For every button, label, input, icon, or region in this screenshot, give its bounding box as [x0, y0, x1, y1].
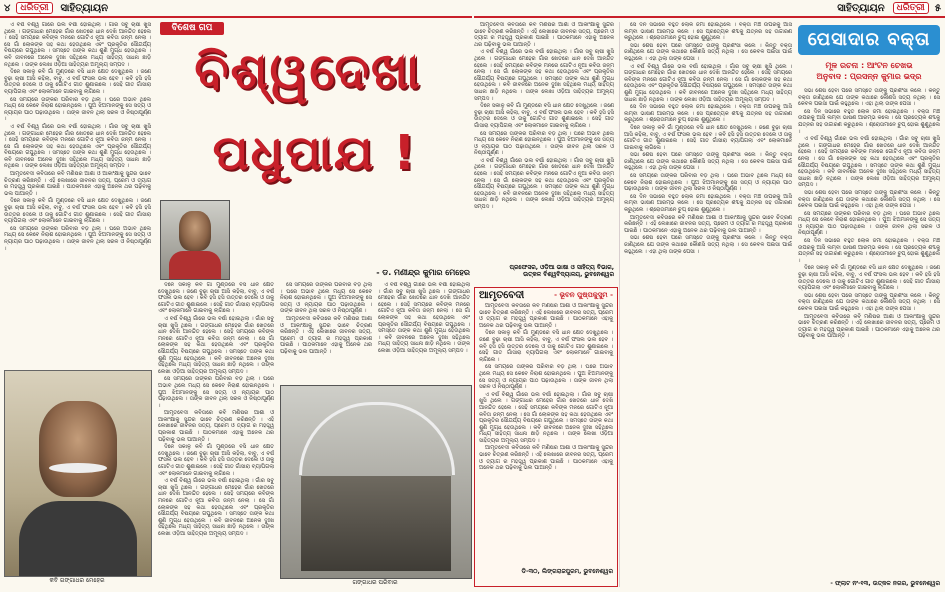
column-divider — [619, 22, 620, 587]
headline-line-2: ପଧୁପାଯ ! — [212, 125, 418, 181]
story-credits: ମୂଳ ରଚନା : ଆଂଟନ ଚେଖଭ ଅନୁବାଦ : ପ୍ରସନ୍ନ କୁମାର ଭଦ୍ର — [816, 61, 922, 81]
article-column: ସେ ଦିନ ସଭାରେ ବହୁତ ଲୋକ ଜମା ହୋଇଥିଲେ । ବକ୍ତା ମଞ୍ଚ ଉପରକୁ ଆସି ଲମ୍ବା ଭାଷଣ ଆରମ୍ଭ କଲେ । ସେ ପ୍ରତ୍ୟେକ ଶବ୍ଦକୁ ଯତ୍ନର ସହ ଉଚ୍ଚାରଣ କରୁଥିଲେ । ଶ୍ରୋତାମାନେ ଚୁପ୍ ହୋଇ ଶୁଣୁଥିଲେ । ସଭା ଶେଷ ହେବା ପରେ ସମସ୍ତେ ତାଙ୍କୁ ପ୍ରଶଂସା କଲେ । କିନ୍ତୁ ବକ୍ତା ଜାଣିଥିଲେ ଯେ ତାଙ୍କ କଥାରେ କୌଣସି ସତ୍ୟ ନଥିଲା । ସେ କେବଳ ପଇସା ପାଇଁ କହୁଥିଲେ । ଏହା ଥିଲା ତାଙ୍କ ପେସା । ଏ ବର୍ଷ ବିଶ୍ୱ ଗାଁରେ ଭଲ ବର୍ଷା ହୋଇଥିଲା । ଗାଁର ସବୁ ଚାଷୀ ଖୁସି ଥିଲେ । ଗଙ୍ଗାଧର ମେହେର ଗାଁର ଖେତରେ ଧାନ ଦେଖି ଆନନ୍ଦିତ ହେଲେ । ସେହି ସମୟରେ କବିଙ୍କ ମନରେ ଗୋଟିଏ ନୂଆ କବିତା ଜନ୍ମ ନେଲା । ସେ ଗାଁ ଲୋକଙ୍କ ସହ କଥା ହେଉଥିଲେ ଏବଂ ପ୍ରକୃତିର ସୌନ୍ଦର୍ଯ୍ୟ ବିଷୟରେ ଗପୁଥିଲେ । ସମସ୍ତେ ତାଙ୍କ କଥା ଶୁଣି ମୁଗ୍ଧ ହେଉଥିଲେ । କବି ଜୀବନରେ ଅନେକ ଦୁଃଖ ସହିଥିଲେ ମଧ୍ୟ ସାହିତ୍ୟ ସାଧନା ଛାଡ଼ି ନଥିଲେ । ତାଙ୍କ ଲେଖା ଓଡ଼ିଆ ସାହିତ୍ୟର ଅମୂଲ୍ୟ ସମ୍ପଦ । ସେ ଦିନ ସଭାରେ ବହୁତ ଲୋକ ଜମା ହୋଇଥିଲେ । ବକ୍ତା ମଞ୍ଚ ଉପରକୁ ଆସି ଲମ୍ବା ଭାଷଣ ଆରମ୍ଭ କଲେ । ସେ ପ୍ରତ୍ୟେକ ଶବ୍ଦକୁ ଯତ୍ନର ସହ ଉଚ୍ଚାରଣ କରୁଥିଲେ । ଶ୍ରୋତାମାନେ ଚୁପ୍ ହୋଇ ଶୁଣୁଥିଲେ । ଦିନେ ସକାଳୁ କବି ଗାଁ ମୁଣ୍ଡରେ ବସି ଧାନ କ୍ଷେତ ଦେଖୁଥିଲେ । ଜଣେ ବୁଢ଼ା ଚାଷୀ ଆସି କହିଲା, ବାବୁ, ଏ ବର୍ଷ ଫସଲ ଭଲ ହେବ । କବି ହସି ହସି ଉତ୍ତର ଦେଲେ ଓ ତାକୁ ଗୋଟିଏ ଗୀତ ଶୁଣାଇଲେ । ସେହି ଗୀତ ଗାଁସାରା ବ୍ୟାପିଗଲା ଏବଂ ଲୋକମାନେ ଗାଇବାକୁ ଲାଗିଲେ । ସଭା ଶେଷ ହେବା ପରେ ସମସ୍ତେ ତାଙ୍କୁ ପ୍ରଶଂସା କଲେ । କିନ୍ତୁ ବକ୍ତା ଜାଣିଥିଲେ ଯେ ତାଙ୍କ କଥାରେ କୌଣସି ସତ୍ୟ ନଥିଲା । ସେ କେବଳ ପଇସା ପାଇଁ କହୁଥିଲେ । ଏହା ଥିଲା ତାଙ୍କ ପେସା । ସେ ସମୟରେ ତାଙ୍କର ପରିବାର ବଡ଼ ଥିଲା । ଘରେ ଅଭାବ ଥିଲେ ମଧ୍ୟ ସେ କେବେ ନିରାଶ ହୋଇନଥିଲେ । ପୁଅ ଝିଅମାନଙ୍କୁ ସେ ସତ୍ୟ ଓ ନ୍ୟାୟର ପାଠ ପଢ଼ାଉଥିଲେ । ତାଙ୍କ ଜୀବନ ଥିଲା ସରଳ ଓ ନିଷ୍ଠାପୂର୍ଣ୍ଣ । ସେ ଦିନ ସଭାରେ ବହୁତ ଲୋକ ଜମା ହୋଇଥିଲେ । ବକ୍ତା ମଞ୍ଚ ଉପରକୁ ଆସି ଲମ୍ବା ଭାଷଣ ଆରମ୍ଭ କଲେ । ସେ ପ୍ରତ୍ୟେକ ଶବ୍ଦକୁ ଯତ୍ନର ସହ ଉଚ୍ଚାରଣ କରୁଥିଲେ । ଶ୍ରୋତାମାନେ ଚୁପ୍ ହୋଇ ଶୁଣୁଥିଲେ । ଆମୃତବେଦୀ କବିତାରେ କବି ମଣିଷର ଆଶା ଓ ଆକାଂକ୍ଷାକୁ ସୁନ୍ଦର ଭାବେ ଚିତ୍ରଣ କରିଛନ୍ତି । ଏହି ଲେଖାରେ ଜୀବନର ସତ୍ୟ, ପ୍ରେମ ଓ ତ୍ୟାଗ ର ମହତ୍ତ୍ୱ ପ୍ରକାଶ ପାଇଛି । ପାଠକମାନେ ଏହାକୁ ଅନେକ ଥର ପଢ଼ିବାକୁ ଭଲ ପାଆନ୍ତି । ସଭା ଶେଷ ହେବା ପରେ ସମସ୍ତେ ତାଙ୍କୁ ପ୍ରଶଂସା କଲେ । କିନ୍ତୁ ବକ୍ତା ଜାଣିଥିଲେ ଯେ ତାଙ୍କ କଥାରେ କୌଣସି ସତ୍ୟ ନଥିଲା । ସେ କେବଳ ପଇସା ପାଇଁ କହୁଥିଲେ । ଏହା ଥିଲା ତାଙ୍କ ପେସା । — [624, 22, 792, 255]
arch — [299, 402, 455, 475]
section-title: ସାହିତ୍ୟାୟନ — [837, 2, 885, 14]
headline-line-1: ବିଶ୍ୱଦେଖା — [194, 42, 422, 100]
poem-footer: ଡି-୩୦, ଲିଙ୍ଗରାଜପୁରମ, ଭୁବନେଶ୍ୱର — [521, 568, 613, 575]
article-column: ଆମୃତବେଦୀ କବିତାରେ କବି ମଣିଷର ଆଶା ଓ ଆକାଂକ୍ଷାକୁ ସୁନ୍ଦର ଭାବେ ଚିତ୍ରଣ କରିଛନ୍ତି । ଏହି ଲେଖାରେ ଜୀବନର ସତ୍ୟ, ପ୍ରେମ ଓ ତ୍ୟାଗ ର ମହତ୍ତ୍ୱ ପ୍ରକାଶ ପାଇଛି । ପାଠକମାନେ ଏହାକୁ ଅନେକ ଥର ପଢ଼ିବାକୁ ଭଲ ପାଆନ୍ତି । ଏ ବର୍ଷ ବିଶ୍ୱ ଗାଁରେ ଭଲ ବର୍ଷା ହୋଇଥିଲା । ଗାଁର ସବୁ ଚାଷୀ ଖୁସି ଥିଲେ । ଗଙ୍ଗାଧର ମେହେର ଗାଁର ଖେତରେ ଧାନ ଦେଖି ଆନନ୍ଦିତ ହେଲେ । ସେହି ସମୟରେ କବିଙ୍କ ମନରେ ଗୋଟିଏ ନୂଆ କବିତା ଜନ୍ମ ନେଲା । ସେ ଗାଁ ଲୋକଙ୍କ ସହ କଥା ହେଉଥିଲେ ଏବଂ ପ୍ରକୃତିର ସୌନ୍ଦର୍ଯ୍ୟ ବିଷୟରେ ଗପୁଥିଲେ । ସମସ୍ତେ ତାଙ୍କ କଥା ଶୁଣି ମୁଗ୍ଧ ହେଉଥିଲେ । କବି ଜୀବନରେ ଅନେକ ଦୁଃଖ ସହିଥିଲେ ମଧ୍ୟ ସାହିତ୍ୟ ସାଧନା ଛାଡ଼ି ନଥିଲେ । ତାଙ୍କ ଲେଖା ଓଡ଼ିଆ ସାହିତ୍ୟର ଅମୂଲ୍ୟ ସମ୍ପଦ । ଦିନେ ସକାଳୁ କବି ଗାଁ ମୁଣ୍ଡରେ ବସି ଧାନ କ୍ଷେତ ଦେଖୁଥିଲେ । ଜଣେ ବୁଢ଼ା ଚାଷୀ ଆସି କହିଲା, ବାବୁ, ଏ ବର୍ଷ ଫସଲ ଭଲ ହେବ । କବି ହସି ହସି ଉତ୍ତର ଦେଲେ ଓ ତାକୁ ଗୋଟିଏ ଗୀତ ଶୁଣାଇଲେ । ସେହି ଗୀତ ଗାଁସାରା ବ୍ୟାପିଗଲା ଏବଂ ଲୋକମାନେ ଗାଇବାକୁ ଲାଗିଲେ । ସେ ସମୟରେ ତାଙ୍କର ପରିବାର ବଡ଼ ଥିଲା । ଘରେ ଅଭାବ ଥିଲେ ମଧ୍ୟ ସେ କେବେ ନିରାଶ ହୋଇନଥିଲେ । ପୁଅ ଝିଅମାନଙ୍କୁ ସେ ସତ୍ୟ ଓ ନ୍ୟାୟର ପାଠ ପଢ଼ାଉଥିଲେ । ତାଙ୍କ ଜୀବନ ଥିଲା ସରଳ ଓ ନିଷ୍ଠାପୂର୍ଣ୍ଣ । ଏ ବର୍ଷ ବିଶ୍ୱ ଗାଁରେ ଭଲ ବର୍ଷା ହୋଇଥିଲା । ଗାଁର ସବୁ ଚାଷୀ ଖୁସି ଥିଲେ । ଗଙ୍ଗାଧର ମେହେର ଗାଁର ଖେତରେ ଧାନ ଦେଖି ଆନନ୍ଦିତ ହେଲେ । ସେହି ସମୟରେ କବିଙ୍କ ମନରେ ଗୋଟିଏ ନୂଆ କବିତା ଜନ୍ମ ନେଲା । ସେ ଗାଁ ଲୋକଙ୍କ ସହ କଥା ହେଉଥିଲେ ଏବଂ ପ୍ରକୃତିର ସୌନ୍ଦର୍ଯ୍ୟ ବିଷୟରେ ଗପୁଥିଲେ । ସମସ୍ତେ ତାଙ୍କ କଥା ଶୁଣି ମୁଗ୍ଧ ହେଉଥିଲେ । କବି ଜୀବନରେ ଅନେକ ଦୁଃଖ ସହିଥିଲେ ମଧ୍ୟ ସାହିତ୍ୟ ସାଧନା ଛାଡ଼ି ନଥିଲେ । ତାଙ୍କ ଲେଖା ଓଡ଼ିଆ ସାହିତ୍ୟର ଅମୂଲ୍ୟ ସମ୍ପଦ । — [474, 22, 614, 211]
mustache — [49, 463, 107, 473]
portrait-coat — [19, 501, 137, 576]
family-photo — [280, 385, 472, 579]
portrait-photo — [4, 370, 152, 577]
article-column: ସେ ସମୟରେ ତାଙ୍କର ପରିବାର ବଡ଼ ଥିଲା । ଘରେ ଅଭାବ ଥିଲେ ମଧ୍ୟ ସେ କେବେ ନିରାଶ ହୋଇନଥିଲେ । ପୁଅ ଝିଅମାନଙ୍କୁ ସେ ସତ୍ୟ ଓ ନ୍ୟାୟର ପାଠ ପଢ଼ାଉଥିଲେ । ତାଙ୍କ ଜୀବନ ଥିଲା ସରଳ ଓ ନିଷ୍ଠାପୂର୍ଣ୍ଣ । ଆମୃତବେଦୀ କବିତାରେ କବି ମଣିଷର ଆଶା ଓ ଆକାଂକ୍ଷାକୁ ସୁନ୍ଦର ଭାବେ ଚିତ୍ରଣ କରିଛନ୍ତି । ଏହି ଲେଖାରେ ଜୀବନର ସତ୍ୟ, ପ୍ରେମ ଓ ତ୍ୟାଗ ର ମହତ୍ତ୍ୱ ପ୍ରକାଶ ପାଇଛି । ପାଠକମାନେ ଏହାକୁ ଅନେକ ଥର ପଢ଼ିବାକୁ ଭଲ ପାଆନ୍ତି । — [280, 282, 372, 355]
author-face — [179, 211, 211, 251]
right-page-header — [474, 0, 945, 18]
author-address: ପ୍ରଫେସର, ଓଡ଼ିଆ ଭାଷା ଓ ସାହିତ୍ୟ ବିଭାଗ, ଉତ୍କଳ ବିଶ୍ୱବିଦ୍ୟାଳୟ, ଭୁବନେଶ୍ୱର — [509, 264, 614, 278]
left-page-header — [0, 0, 472, 18]
poem-title: ଆମୃତବେଦୀ — [479, 290, 525, 301]
section-title: ସାହିତ୍ୟାୟନ — [60, 2, 108, 14]
story-footer: - ଫ୍ଲାଟ ନଂ-୧୩, ଉତ୍କଳ ନଗର, ଭୁବନେଶ୍ୱର — [830, 580, 940, 587]
article-column: ଏ ବର୍ଷ ବିଶ୍ୱ ଗାଁରେ ଭଲ ବର୍ଷା ହୋଇଥିଲା । ଗାଁର ସବୁ ଚାଷୀ ଖୁସି ଥିଲେ । ଗଙ୍ଗାଧର ମେହେର ଗାଁର ଖେତରେ ଧାନ ଦେଖି ଆନନ୍ଦିତ ହେଲେ । ସେହି ସମୟରେ କବିଙ୍କ ମନରେ ଗୋଟିଏ ନୂଆ କବିତା ଜନ୍ମ ନେଲା । ସେ ଗାଁ ଲୋକଙ୍କ ସହ କଥା ହେଉଥିଲେ ଏବଂ ପ୍ରକୃତିର ସୌନ୍ଦର୍ଯ୍ୟ ବିଷୟରେ ଗପୁଥିଲେ । ସମସ୍ତେ ତାଙ୍କ କଥା ଶୁଣି ମୁଗ୍ଧ ହେଉଥିଲେ । କବି ଜୀବନରେ ଅନେକ ଦୁଃଖ ସହିଥିଲେ ମଧ୍ୟ ସାହିତ୍ୟ ସାଧନା ଛାଡ଼ି ନଥିଲେ । ତାଙ୍କ ଲେଖା ଓଡ଼ିଆ ସାହିତ୍ୟର ଅମୂଲ୍ୟ ସମ୍ପଦ । — [378, 282, 470, 354]
poem-text: ଆମୃତବେଦୀ କବିତାରେ କବି ମଣିଷର ଆଶା ଓ ଆକାଂକ୍ଷାକୁ ସୁନ୍ଦର ଭାବେ ଚିତ୍ରଣ କରିଛନ୍ତି । ଏହି ଲେଖାରେ ଜୀବନର ସତ୍ୟ, ପ୍ରେମ ଓ ତ୍ୟାଗ ର ମହତ୍ତ୍ୱ ପ୍ରକାଶ ପାଇଛି । ପାଠକମାନେ ଏହାକୁ ଅନେକ ଥର ପଢ଼ିବାକୁ ଭଲ ପାଆନ୍ତି । ଦିନେ ସକାଳୁ କବି ଗାଁ ମୁଣ୍ଡରେ ବସି ଧାନ କ୍ଷେତ ଦେଖୁଥିଲେ । ଜଣେ ବୁଢ଼ା ଚାଷୀ ଆସି କହିଲା, ବାବୁ, ଏ ବର୍ଷ ଫସଲ ଭଲ ହେବ । କବି ହସି ହସି ଉତ୍ତର ଦେଲେ ଓ ତାକୁ ଗୋଟିଏ ଗୀତ ଶୁଣାଇଲେ । ସେହି ଗୀତ ଗାଁସାରା ବ୍ୟାପିଗଲା ଏବଂ ଲୋକମାନେ ଗାଇବାକୁ ଲାଗିଲେ । ସେ ସମୟରେ ତାଙ୍କର ପରିବାର ବଡ଼ ଥିଲା । ଘରେ ଅଭାବ ଥିଲେ ମଧ୍ୟ ସେ କେବେ ନିରାଶ ହୋଇନଥିଲେ । ପୁଅ ଝିଅମାନଙ୍କୁ ସେ ସତ୍ୟ ଓ ନ୍ୟାୟର ପାଠ ପଢ଼ାଉଥିଲେ । ତାଙ୍କ ଜୀବନ ଥିଲା ସରଳ ଓ ନିଷ୍ଠାପୂର୍ଣ୍ଣ । ଏ ବର୍ଷ ବିଶ୍ୱ ଗାଁରେ ଭଲ ବର୍ଷା ହୋଇଥିଲା । ଗାଁର ସବୁ ଚାଷୀ ଖୁସି ଥିଲେ । ଗଙ୍ଗାଧର ମେହେର ଗାଁର ଖେତରେ ଧାନ ଦେଖି ଆନନ୍ଦିତ ହେଲେ । ସେହି ସମୟରେ କବିଙ୍କ ମନରେ ଗୋଟିଏ ନୂଆ କବିତା ଜନ୍ମ ନେଲା । ସେ ଗାଁ ଲୋକଙ୍କ ସହ କଥା ହେଉଥିଲେ ଏବଂ ପ୍ରକୃତିର ସୌନ୍ଦର୍ଯ୍ୟ ବିଷୟରେ ଗପୁଥିଲେ । ସମସ୍ତେ ତାଙ୍କ କଥା ଶୁଣି ମୁଗ୍ଧ ହେଉଥିଲେ । କବି ଜୀବନରେ ଅନେକ ଦୁଃଖ ସହିଥିଲେ ମଧ୍ୟ ସାହିତ୍ୟ ସାଧନା ଛାଡ଼ି ନଥିଲେ । ତାଙ୍କ ଲେଖା ଓଡ଼ିଆ ସାହିତ୍ୟର ଅମୂଲ୍ୟ ସମ୍ପଦ । ଆମୃତବେଦୀ କବିତାରେ କବି ମଣିଷର ଆଶା ଓ ଆକାଂକ୍ଷାକୁ ସୁନ୍ଦର ଭାବେ ଚିତ୍ରଣ କରିଛନ୍ତି । ଏହି ଲେଖାରେ ଜୀବନର ସତ୍ୟ, ପ୍ରେମ ଓ ତ୍ୟାଗ ର ମହତ୍ତ୍ୱ ପ୍ରକାଶ ପାଇଛି । ପାଠକମାନେ ଏହାକୁ ଅନେକ ଥର ପଢ଼ିବାକୁ ଭଲ ପାଆନ୍ତି । — [479, 303, 613, 472]
author-photo — [160, 200, 230, 280]
author-shirt — [169, 251, 221, 279]
author-byline: - ଡ. ମଣୀନ୍ଦ୍ର କୁମାର ମେହେର — [376, 268, 470, 277]
poem-subtitle: - ଭୂବନ ପୁଷ୍ପକୁସୁମ - — [554, 291, 613, 299]
page-number: ୪ — [4, 2, 11, 14]
newspaper-logo: ଧରିତ୍ରୀ — [16, 2, 52, 14]
feature-tag: ବିଶେଷ ଗପ — [160, 22, 224, 35]
story-title: ପେସାଦାର ବକ୍ତା — [798, 25, 940, 55]
portrait-caption: କବି ଗଙ୍ଗାଧର ମେହେର — [49, 577, 105, 584]
portrait-face — [39, 401, 117, 497]
article-column: ଦିନେ ସକାଳୁ କବି ଗାଁ ମୁଣ୍ଡରେ ବସି ଧାନ କ୍ଷେତ ଦେଖୁଥିଲେ । ଜଣେ ବୁଢ଼ା ଚାଷୀ ଆସି କହିଲା, ବାବୁ, ଏ ବର୍ଷ ଫସଲ ଭଲ ହେବ । କବି ହସି ହସି ଉତ୍ତର ଦେଲେ ଓ ତାକୁ ଗୋଟିଏ ଗୀତ ଶୁଣାଇଲେ । ସେହି ଗୀତ ଗାଁସାରା ବ୍ୟାପିଗଲା ଏବଂ ଲୋକମାନେ ଗାଇବାକୁ ଲାଗିଲେ । ଏ ବର୍ଷ ବିଶ୍ୱ ଗାଁରେ ଭଲ ବର୍ଷା ହୋଇଥିଲା । ଗାଁର ସବୁ ଚାଷୀ ଖୁସି ଥିଲେ । ଗଙ୍ଗାଧର ମେହେର ଗାଁର ଖେତରେ ଧାନ ଦେଖି ଆନନ୍ଦିତ ହେଲେ । ସେହି ସମୟରେ କବିଙ୍କ ମନରେ ଗୋଟିଏ ନୂଆ କବିତା ଜନ୍ମ ନେଲା । ସେ ଗାଁ ଲୋକଙ୍କ ସହ କଥା ହେଉଥିଲେ ଏବଂ ପ୍ରକୃତିର ସୌନ୍ଦର୍ଯ୍ୟ ବିଷୟରେ ଗପୁଥିଲେ । ସମସ୍ତେ ତାଙ୍କ କଥା ଶୁଣି ମୁଗ୍ଧ ହେଉଥିଲେ । କବି ଜୀବନରେ ଅନେକ ଦୁଃଖ ସହିଥିଲେ ମଧ୍ୟ ସାହିତ୍ୟ ସାଧନା ଛାଡ଼ି ନଥିଲେ । ତାଙ୍କ ଲେଖା ଓଡ଼ିଆ ସାହିତ୍ୟର ଅମୂଲ୍ୟ ସମ୍ପଦ । ସେ ସମୟରେ ତାଙ୍କର ପରିବାର ବଡ଼ ଥିଲା । ଘରେ ଅଭାବ ଥିଲେ ମଧ୍ୟ ସେ କେବେ ନିରାଶ ହୋଇନଥିଲେ । ପୁଅ ଝିଅମାନଙ୍କୁ ସେ ସତ୍ୟ ଓ ନ୍ୟାୟର ପାଠ ପଢ଼ାଉଥିଲେ । ତାଙ୍କ ଜୀବନ ଥିଲା ସରଳ ଓ ନିଷ୍ଠାପୂର୍ଣ୍ଣ । ଆମୃତବେଦୀ କବିତାରେ କବି ମଣିଷର ଆଶା ଓ ଆକାଂକ୍ଷାକୁ ସୁନ୍ଦର ଭାବେ ଚିତ୍ରଣ କରିଛନ୍ତି । ଏହି ଲେଖାରେ ଜୀବନର ସତ୍ୟ, ପ୍ରେମ ଓ ତ୍ୟାଗ ର ମହତ୍ତ୍ୱ ପ୍ରକାଶ ପାଇଛି । ପାଠକମାନେ ଏହାକୁ ଅନେକ ଥର ପଢ଼ିବାକୁ ଭଲ ପାଆନ୍ତି । ଦିନେ ସକାଳୁ କବି ଗାଁ ମୁଣ୍ଡରେ ବସି ଧାନ କ୍ଷେତ ଦେଖୁଥିଲେ । ଜଣେ ବୁଢ଼ା ଚାଷୀ ଆସି କହିଲା, ବାବୁ, ଏ ବର୍ଷ ଫସଲ ଭଲ ହେବ । କବି ହସି ହସି ଉତ୍ତର ଦେଲେ ଓ ତାକୁ ଗୋଟିଏ ଗୀତ ଶୁଣାଇଲେ । ସେହି ଗୀତ ଗାଁସାରା ବ୍ୟାପିଗଲା ଏବଂ ଲୋକମାନେ ଗାଇବାକୁ ଲାଗିଲେ । ଏ ବର୍ଷ ବିଶ୍ୱ ଗାଁରେ ଭଲ ବର୍ଷା ହୋଇଥିଲା । ଗାଁର ସବୁ ଚାଷୀ ଖୁସି ଥିଲେ । ଗଙ୍ଗାଧର ମେହେର ଗାଁର ଖେତରେ ଧାନ ଦେଖି ଆନନ୍ଦିତ ହେଲେ । ସେହି ସମୟରେ କବିଙ୍କ ମନରେ ଗୋଟିଏ ନୂଆ କବିତା ଜନ୍ମ ନେଲା । ସେ ଗାଁ ଲୋକଙ୍କ ସହ କଥା ହେଉଥିଲେ ଏବଂ ପ୍ରକୃତିର ସୌନ୍ଦର୍ଯ୍ୟ ବିଷୟରେ ଗପୁଥିଲେ । ସମସ୍ତେ ତାଙ୍କ କଥା ଶୁଣି ମୁଗ୍ଧ ହେଉଥିଲେ । କବି ଜୀବନରେ ଅନେକ ଦୁଃଖ ସହିଥିଲେ ମଧ୍ୟ ସାହିତ୍ୟ ସାଧନା ଛାଡ଼ି ନଥିଲେ । ତାଙ୍କ ଲେଖା ଓଡ଼ିଆ ସାହିତ୍ୟର ଅମୂଲ୍ୟ ସମ୍ପଦ । — [158, 282, 274, 537]
article-column: ସଭା ଶେଷ ହେବା ପରେ ସମସ୍ତେ ତାଙ୍କୁ ପ୍ରଶଂସା କଲେ । କିନ୍ତୁ ବକ୍ତା ଜାଣିଥିଲେ ଯେ ତାଙ୍କ କଥାରେ କୌଣସି ସତ୍ୟ ନଥିଲା । ସେ କେବଳ ପଇସା ପାଇଁ କହୁଥିଲେ । ଏହା ଥିଲା ତାଙ୍କ ପେସା । ସେ ଦିନ ସଭାରେ ବହୁତ ଲୋକ ଜମା ହୋଇଥିଲେ । ବକ୍ତା ମଞ୍ଚ ଉପରକୁ ଆସି ଲମ୍ବା ଭାଷଣ ଆରମ୍ଭ କଲେ । ସେ ପ୍ରତ୍ୟେକ ଶବ୍ଦକୁ ଯତ୍ନର ସହ ଉଚ୍ଚାରଣ କରୁଥିଲେ । ଶ୍ରୋତାମାନେ ଚୁପ୍ ହୋଇ ଶୁଣୁଥିଲେ । ଏ ବର୍ଷ ବିଶ୍ୱ ଗାଁରେ ଭଲ ବର୍ଷା ହୋଇଥିଲା । ଗାଁର ସବୁ ଚାଷୀ ଖୁସି ଥିଲେ । ଗଙ୍ଗାଧର ମେହେର ଗାଁର ଖେତରେ ଧାନ ଦେଖି ଆନନ୍ଦିତ ହେଲେ । ସେହି ସମୟରେ କବିଙ୍କ ମନରେ ଗୋଟିଏ ନୂଆ କବିତା ଜନ୍ମ ନେଲା । ସେ ଗାଁ ଲୋକଙ୍କ ସହ କଥା ହେଉଥିଲେ ଏବଂ ପ୍ରକୃତିର ସୌନ୍ଦର୍ଯ୍ୟ ବିଷୟରେ ଗପୁଥିଲେ । ସମସ୍ତେ ତାଙ୍କ କଥା ଶୁଣି ମୁଗ୍ଧ ହେଉଥିଲେ । କବି ଜୀବନରେ ଅନେକ ଦୁଃଖ ସହିଥିଲେ ମଧ୍ୟ ସାହିତ୍ୟ ସାଧନା ଛାଡ଼ି ନଥିଲେ । ତାଙ୍କ ଲେଖା ଓଡ଼ିଆ ସାହିତ୍ୟର ଅମୂଲ୍ୟ ସମ୍ପଦ । ସଭା ଶେଷ ହେବା ପରେ ସମସ୍ତେ ତାଙ୍କୁ ପ୍ରଶଂସା କଲେ । କିନ୍ତୁ ବକ୍ତା ଜାଣିଥିଲେ ଯେ ତାଙ୍କ କଥାରେ କୌଣସି ସତ୍ୟ ନଥିଲା । ସେ କେବଳ ପଇସା ପାଇଁ କହୁଥିଲେ । ଏହା ଥିଲା ତାଙ୍କ ପେସା । ସେ ସମୟରେ ତାଙ୍କର ପରିବାର ବଡ଼ ଥିଲା । ଘରେ ଅଭାବ ଥିଲେ ମଧ୍ୟ ସେ କେବେ ନିରାଶ ହୋଇନଥିଲେ । ପୁଅ ଝିଅମାନଙ୍କୁ ସେ ସତ୍ୟ ଓ ନ୍ୟାୟର ପାଠ ପଢ଼ାଉଥିଲେ । ତାଙ୍କ ଜୀବନ ଥିଲା ସରଳ ଓ ନିଷ୍ଠାପୂର୍ଣ୍ଣ । ସେ ଦିନ ସଭାରେ ବହୁତ ଲୋକ ଜମା ହୋଇଥିଲେ । ବକ୍ତା ମଞ୍ଚ ଉପରକୁ ଆସି ଲମ୍ବା ଭାଷଣ ଆରମ୍ଭ କଲେ । ସେ ପ୍ରତ୍ୟେକ ଶବ୍ଦକୁ ଯତ୍ନର ସହ ଉଚ୍ଚାରଣ କରୁଥିଲେ । ଶ୍ରୋତାମାନେ ଚୁପ୍ ହୋଇ ଶୁଣୁଥିଲେ । ଦିନେ ସକାଳୁ କବି ଗାଁ ମୁଣ୍ଡରେ ବସି ଧାନ କ୍ଷେତ ଦେଖୁଥିଲେ । ଜଣେ ବୁଢ଼ା ଚାଷୀ ଆସି କହିଲା, ବାବୁ, ଏ ବର୍ଷ ଫସଲ ଭଲ ହେବ । କବି ହସି ହସି ଉତ୍ତର ଦେଲେ ଓ ତାକୁ ଗୋଟିଏ ଗୀତ ଶୁଣାଇଲେ । ସେହି ଗୀତ ଗାଁସାରା ବ୍ୟାପିଗଲା ଏବଂ ଲୋକମାନେ ଗାଇବାକୁ ଲାଗିଲେ । ସଭା ଶେଷ ହେବା ପରେ ସମସ୍ତେ ତାଙ୍କୁ ପ୍ରଶଂସା କଲେ । କିନ୍ତୁ ବକ୍ତା ଜାଣିଥିଲେ ଯେ ତାଙ୍କ କଥାରେ କୌଣସି ସତ୍ୟ ନଥିଲା । ସେ କେବଳ ପଇସା ପାଇଁ କହୁଥିଲେ । ଏହା ଥିଲା ତାଙ୍କ ପେସା । ଆମୃତବେଦୀ କବିତାରେ କବି ମଣିଷର ଆଶା ଓ ଆକାଂକ୍ଷାକୁ ସୁନ୍ଦର ଭାବେ ଚିତ୍ରଣ କରିଛନ୍ତି । ଏହି ଲେଖାରେ ଜୀବନର ସତ୍ୟ, ପ୍ରେମ ଓ ତ୍ୟାଗ ର ମହତ୍ତ୍ୱ ପ୍ରକାଶ ପାଇଛି । ପାଠକମାନେ ଏହାକୁ ଅନେକ ଥର ପଢ଼ିବାକୁ ଭଲ ପାଆନ୍ତି । — [798, 88, 940, 340]
group-of-people — [301, 476, 451, 571]
photo-caption: ଗଙ୍ଗାଧର ପରିବାର — [352, 579, 398, 586]
poem-box — [474, 287, 618, 587]
newspaper-logo: ଧରିତ୍ରୀ — [893, 2, 929, 14]
article-column: ଏ ବର୍ଷ ବିଶ୍ୱ ଗାଁରେ ଭଲ ବର୍ଷା ହୋଇଥିଲା । ଗାଁର ସବୁ ଚାଷୀ ଖୁସି ଥିଲେ । ଗଙ୍ଗାଧର ମେହେର ଗାଁର ଖେତରେ ଧାନ ଦେଖି ଆନନ୍ଦିତ ହେଲେ । ସେହି ସମୟରେ କବିଙ୍କ ମନରେ ଗୋଟିଏ ନୂଆ କବିତା ଜନ୍ମ ନେଲା । ସେ ଗାଁ ଲୋକଙ୍କ ସହ କଥା ହେଉଥିଲେ ଏବଂ ପ୍ରକୃତିର ସୌନ୍ଦର୍ଯ୍ୟ ବିଷୟରେ ଗପୁଥିଲେ । ସମସ୍ତେ ତାଙ୍କ କଥା ଶୁଣି ମୁଗ୍ଧ ହେଉଥିଲେ । କବି ଜୀବନରେ ଅନେକ ଦୁଃଖ ସହିଥିଲେ ମଧ୍ୟ ସାହିତ୍ୟ ସାଧନା ଛାଡ଼ି ନଥିଲେ । ତାଙ୍କ ଲେଖା ଓଡ଼ିଆ ସାହିତ୍ୟର ଅମୂଲ୍ୟ ସମ୍ପଦ । ଦିନେ ସକାଳୁ କବି ଗାଁ ମୁଣ୍ଡରେ ବସି ଧାନ କ୍ଷେତ ଦେଖୁଥିଲେ । ଜଣେ ବୁଢ଼ା ଚାଷୀ ଆସି କହିଲା, ବାବୁ, ଏ ବର୍ଷ ଫସଲ ଭଲ ହେବ । କବି ହସି ହସି ଉତ୍ତର ଦେଲେ ଓ ତାକୁ ଗୋଟିଏ ଗୀତ ଶୁଣାଇଲେ । ସେହି ଗୀତ ଗାଁସାରା ବ୍ୟାପିଗଲା ଏବଂ ଲୋକମାନେ ଗାଇବାକୁ ଲାଗିଲେ । ସେ ସମୟରେ ତାଙ୍କର ପରିବାର ବଡ଼ ଥିଲା । ଘରେ ଅଭାବ ଥିଲେ ମଧ୍ୟ ସେ କେବେ ନିରାଶ ହୋଇନଥିଲେ । ପୁଅ ଝିଅମାନଙ୍କୁ ସେ ସତ୍ୟ ଓ ନ୍ୟାୟର ପାଠ ପଢ଼ାଉଥିଲେ । ତାଙ୍କ ଜୀବନ ଥିଲା ସରଳ ଓ ନିଷ୍ଠାପୂର୍ଣ୍ଣ । ଏ ବର୍ଷ ବିଶ୍ୱ ଗାଁରେ ଭଲ ବର୍ଷା ହୋଇଥିଲା । ଗାଁର ସବୁ ଚାଷୀ ଖୁସି ଥିଲେ । ଗଙ୍ଗାଧର ମେହେର ଗାଁର ଖେତରେ ଧାନ ଦେଖି ଆନନ୍ଦିତ ହେଲେ । ସେହି ସମୟରେ କବିଙ୍କ ମନରେ ଗୋଟିଏ ନୂଆ କବିତା ଜନ୍ମ ନେଲା । ସେ ଗାଁ ଲୋକଙ୍କ ସହ କଥା ହେଉଥିଲେ ଏବଂ ପ୍ରକୃତିର ସୌନ୍ଦର୍ଯ୍ୟ ବିଷୟରେ ଗପୁଥିଲେ । ସମସ୍ତେ ତାଙ୍କ କଥା ଶୁଣି ମୁଗ୍ଧ ହେଉଥିଲେ । କବି ଜୀବନରେ ଅନେକ ଦୁଃଖ ସହିଥିଲେ ମଧ୍ୟ ସାହିତ୍ୟ ସାଧନା ଛାଡ଼ି ନଥିଲେ । ତାଙ୍କ ଲେଖା ଓଡ଼ିଆ ସାହିତ୍ୟର ଅମୂଲ୍ୟ ସମ୍ପଦ । ଆମୃତବେଦୀ କବିତାରେ କବି ମଣିଷର ଆଶା ଓ ଆକାଂକ୍ଷାକୁ ସୁନ୍ଦର ଭାବେ ଚିତ୍ରଣ କରିଛନ୍ତି । ଏହି ଲେଖାରେ ଜୀବନର ସତ୍ୟ, ପ୍ରେମ ଓ ତ୍ୟାଗ ର ମହତ୍ତ୍ୱ ପ୍ରକାଶ ପାଇଛି । ପାଠକମାନେ ଏହାକୁ ଅନେକ ଥର ପଢ଼ିବାକୁ ଭଲ ପାଆନ୍ତି । ଦିନେ ସକାଳୁ କବି ଗାଁ ମୁଣ୍ଡରେ ବସି ଧାନ କ୍ଷେତ ଦେଖୁଥିଲେ । ଜଣେ ବୁଢ଼ା ଚାଷୀ ଆସି କହିଲା, ବାବୁ, ଏ ବର୍ଷ ଫସଲ ଭଲ ହେବ । କବି ହସି ହସି ଉତ୍ତର ଦେଲେ ଓ ତାକୁ ଗୋଟିଏ ଗୀତ ଶୁଣାଇଲେ । ସେହି ଗୀତ ଗାଁସାରା ବ୍ୟାପିଗଲା ଏବଂ ଲୋକମାନେ ଗାଇବାକୁ ଲାଗିଲେ । ସେ ସମୟରେ ତାଙ୍କର ପରିବାର ବଡ଼ ଥିଲା । ଘରେ ଅଭାବ ଥିଲେ ମଧ୍ୟ ସେ କେବେ ନିରାଶ ହୋଇନଥିଲେ । ପୁଅ ଝିଅମାନଙ୍କୁ ସେ ସତ୍ୟ ଓ ନ୍ୟାୟର ପାଠ ପଢ଼ାଉଥିଲେ । ତାଙ୍କ ଜୀବନ ଥିଲା ସରଳ ଓ ନିଷ୍ଠାପୂର୍ଣ୍ଣ । — [4, 22, 151, 252]
page-number: ୫ — [934, 2, 941, 14]
